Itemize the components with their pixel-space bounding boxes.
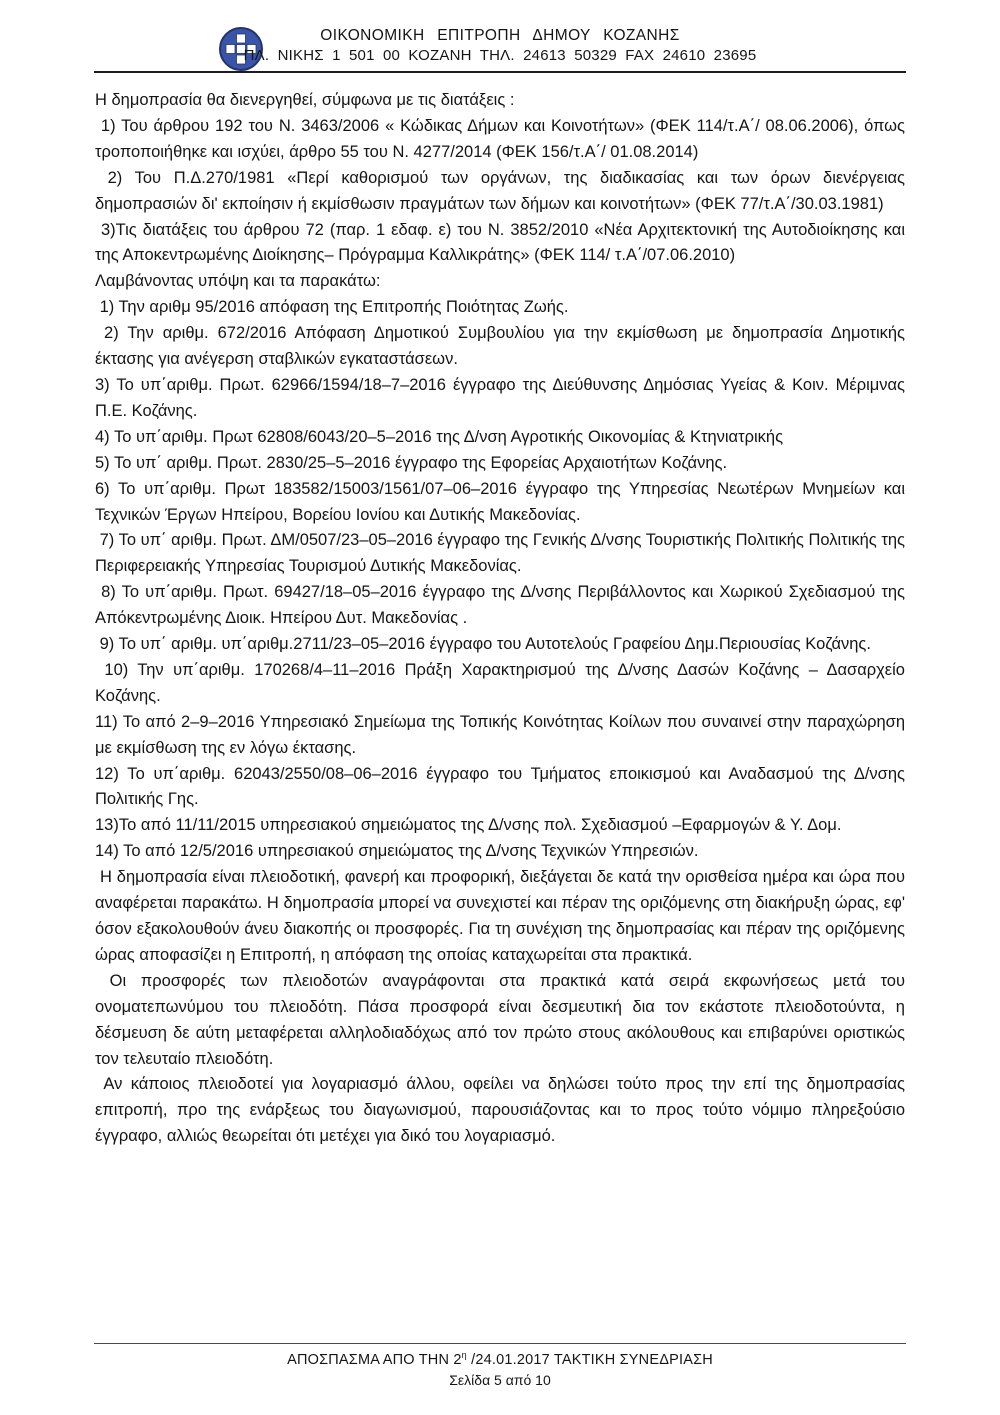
paragraph-proxy-bid: Αν κάποιος πλειοδοτεί για λογαριασμό άλλου, οφείλει να δηλώσει τούτο προς την επί της δημοπρασίας επιτροπή, προ της ενάρξεως του διαγωνισμού, παρουσιάζοντας και το προς τούτο νόμιμο πληρεξούσιο έγγραφο, αλλιώς θεωρείται ότι μετέχει για δικό του λογαριασμό. bbox=[95, 1075, 910, 1146]
session-reference-prefix: ΑΠΟΣΠΑΣΜΑ ΑΠΟ ΤΗΝ 2 bbox=[287, 1351, 462, 1368]
paragraph-item-3: 3) Το υπ΄αριθμ. Πρωτ. 62966/1594/18–7–2016 έγγραφο της Διεύθυνσης Δημόσιας Υγείας & Κοιν. Μέριμνας Π.Ε. Κοζάνης. bbox=[95, 375, 910, 420]
paragraph-provision-1: 1) Του άρθρου 192 του Ν. 3463/2006 « Κώδικας Δήμων και Κοινοτήτων» (ΦΕΚ 114/τ.Α΄/ 08.06.2006), όπως τροποποιήθηκε και ισχύει, άρθρο 55 του Ν. 4277/2014 (ΦΕΚ 156/τ.Α΄/ 01.08.2014) bbox=[95, 116, 910, 161]
paragraph-item-1: 1) Την αριθμ 95/2016 απόφαση της Επιτροπής Ποιότητας Ζωής. bbox=[95, 298, 569, 317]
document-footer bbox=[0, 1349, 1000, 1390]
footer-divider-line bbox=[94, 1343, 906, 1344]
header-divider-line bbox=[94, 71, 906, 73]
page-number: Σελίδα 5 από 10 bbox=[449, 1372, 551, 1389]
paragraph-item-6: 6) Το υπ΄αριθμ. Πρωτ 183582/15003/1561/07–06–2016 έγγραφο της Υπηρεσίας Νεωτέρων Μνημείων και Τεχνικών Έργων Ηπείρου, Βορείου Ιονίου και Δυτικής Μακεδονίας. bbox=[95, 479, 910, 524]
paragraph-item-8: 8) Το υπ΄αριθμ. Πρωτ. 69427/18–05–2016 έγγραφο της Δ/νσης Περιβάλλοντος και Χωρικού Σχεδιασμού της Απόκεντρωμένης Διοικ. Ηπείρου Δυτ. Μακεδονίας . bbox=[95, 583, 909, 628]
paragraph-provision-2: 2) Του Π.Δ.270/1981 «Περί καθορισμού των οργάνων, της διαδικασίας και των όρων διενέργειας δημοπρασιών δι' εκποίησιν ή εκμίσθωσιν πραγμάτων των δήμων και κοινοτήτων» (ΦΕΚ 77/τ.Α΄/30.03.1981) bbox=[95, 168, 910, 213]
paragraph-provision-3: 3)Τις διατάξεις του άρθρου 72 (παρ. 1 εδαφ. ε) του Ν. 3852/2010 «Νέα Αρχιτεκτονική της Αυτοδιοίκησης και της Αποκεντρωμένης Διοίκησης– Πρόγραμμα Καλλικράτης» (ΦΕΚ 114/ τ.Α΄/07.06.2010) bbox=[95, 220, 910, 265]
paragraph-item-10: 10) Την υπ΄αριθμ. 170268/4–11–2016 Πράξη Χαρακτηρισμού της Δ/νσης Δασών Κοζάνης – Δασαρχείο Κοζάνης. bbox=[95, 660, 910, 705]
committee-title: ΟΙΚΟΝΟΜΙΚΗ ΕΠΙΤΡΟΠΗ ΔΗΜΟΥ ΚΟΖΑΝΗΣ bbox=[320, 27, 680, 44]
paragraph-item-5: 5) Το υπ΄ αριθμ. Πρωτ. 2830/25–5–2016 έγγραφο της Εφορείας Αρχαιοτήτων Κοζάνης. bbox=[95, 453, 728, 472]
paragraph-considering: Λαμβάνοντας υπόψη και τα παρακάτω: bbox=[95, 272, 381, 291]
committee-address-contact: ΠΛ. ΝΙΚΗΣ 1 501 00 ΚΟΖΑΝΗ ΤΗΛ. 24613 50329 FAX 24610 23695 bbox=[243, 47, 757, 65]
paragraph-intro: Η δημοπρασία θα διενεργηθεί, σύμφωνα με τις διατάξεις : bbox=[95, 91, 515, 109]
paragraph-item-12: 12) Το υπ΄αριθμ. 62043/2550/08–06–2016 έγγραφο του Τμήματος εποικισμού και Αναδασμού της Δ/νσης Πολιτικής Γης. bbox=[95, 764, 910, 809]
paragraph-item-7: 7) Το υπ΄ αριθμ. Πρωτ. ΔΜ/0507/23–05–2016 έγγραφο της Γενικής Δ/νσης Τουριστικής Πολιτικής Πολιτικής της Περιφερειακής Υπηρεσίας Τουρισμού Δυτικής Μακεδονίας. bbox=[95, 531, 910, 576]
session-reference bbox=[0, 1349, 1000, 1370]
paragraph-item-2: 2) Την αριθμ. 672/2016 Απόφαση Δημοτικού Συμβουλίου για την εκμίσθωση με δημοπρασία Δημοτικής έκτασης για ανέγερση σταβλικών εγκαταστάσεων. bbox=[95, 324, 910, 369]
paragraph-bids-record: Οι προσφορές των πλειοδοτών αναγράφονται στα πρακτικά κατά σειρά εκφωνήσεως μετά του ονοματεπωνύμου του πλειοδότη. Πάσα προσφορά είναι δεσμευτική δια τον εκάστοτε πλειοδοτούντα, η δέσμευση δε αύτη μεταφέρεται αλληλοδιαδόχως από τον πρώτο στους ακόλουθους και επιβαρύνει οριστικώς τον τελευταίο πλειοδότη. bbox=[95, 971, 910, 1068]
ordinal-superscript: η bbox=[461, 1350, 467, 1360]
session-reference-suffix: /24.01.2017 ΤΑΚΤΙΚΗ ΣΥΝΕΔΡΙΑΣΗ bbox=[466, 1351, 713, 1368]
document-body bbox=[95, 88, 910, 1150]
paragraph-item-14: 14) Το από 12/5/2016 υπηρεσιακού σημειώματος της Δ/νσης Τεχνικών Υπηρεσιών. bbox=[95, 842, 699, 861]
document-header bbox=[0, 26, 1000, 66]
paragraph-item-13: 13)Το από 11/11/2015 υπηρεσιακού σημειώματος της Δ/νσης πολ. Σχεδιασμού –Εφαρμογών & Υ. Δομ. bbox=[95, 816, 842, 835]
paragraph-auction-type: Η δημοπρασία είναι πλειοδοτική, φανερή και προφορική, διεξάγεται δε κατά την ορισθείσα ημέρα και ώρα που αναφέρεται παρακάτω. Η δημοπρασία μπορεί να συνεχιστεί και πέραν της οριζόμενης στη διακήρυξη ώρας, εφ' όσον εξακολουθούν άνευ διακοπής οι προσφορές. Για τη συνέχιση της δημοπρασίας και πέραν της οριζόμενης ώρας αποφασίζει η Επιτροπή, η απόφαση της οποίας καταχωρείται στα πρακτικά. bbox=[95, 868, 910, 964]
paragraph-item-9: 9) Το υπ΄ αριθμ. υπ΄αριθμ.2711/23–05–2016 έγγραφο του Αυτοτελούς Γραφείου Δημ.Περιουσίας Κοζάνης. bbox=[95, 635, 871, 654]
paragraph-item-11: 11) Το από 2–9–2016 Υπηρεσιακό Σημείωμα της Τοπικής Κοινότητας Κοίλων που συναινεί στην παραχώρηση με εκμίσθωση της εν λόγω έκτασης. bbox=[95, 712, 910, 757]
paragraph-item-4: 4) Το υπ΄αριθμ. Πρωτ 62808/6043/20–5–2016 της Δ/νση Αγροτικής Οικονομίας & Κτηνιατρικής bbox=[95, 427, 784, 446]
